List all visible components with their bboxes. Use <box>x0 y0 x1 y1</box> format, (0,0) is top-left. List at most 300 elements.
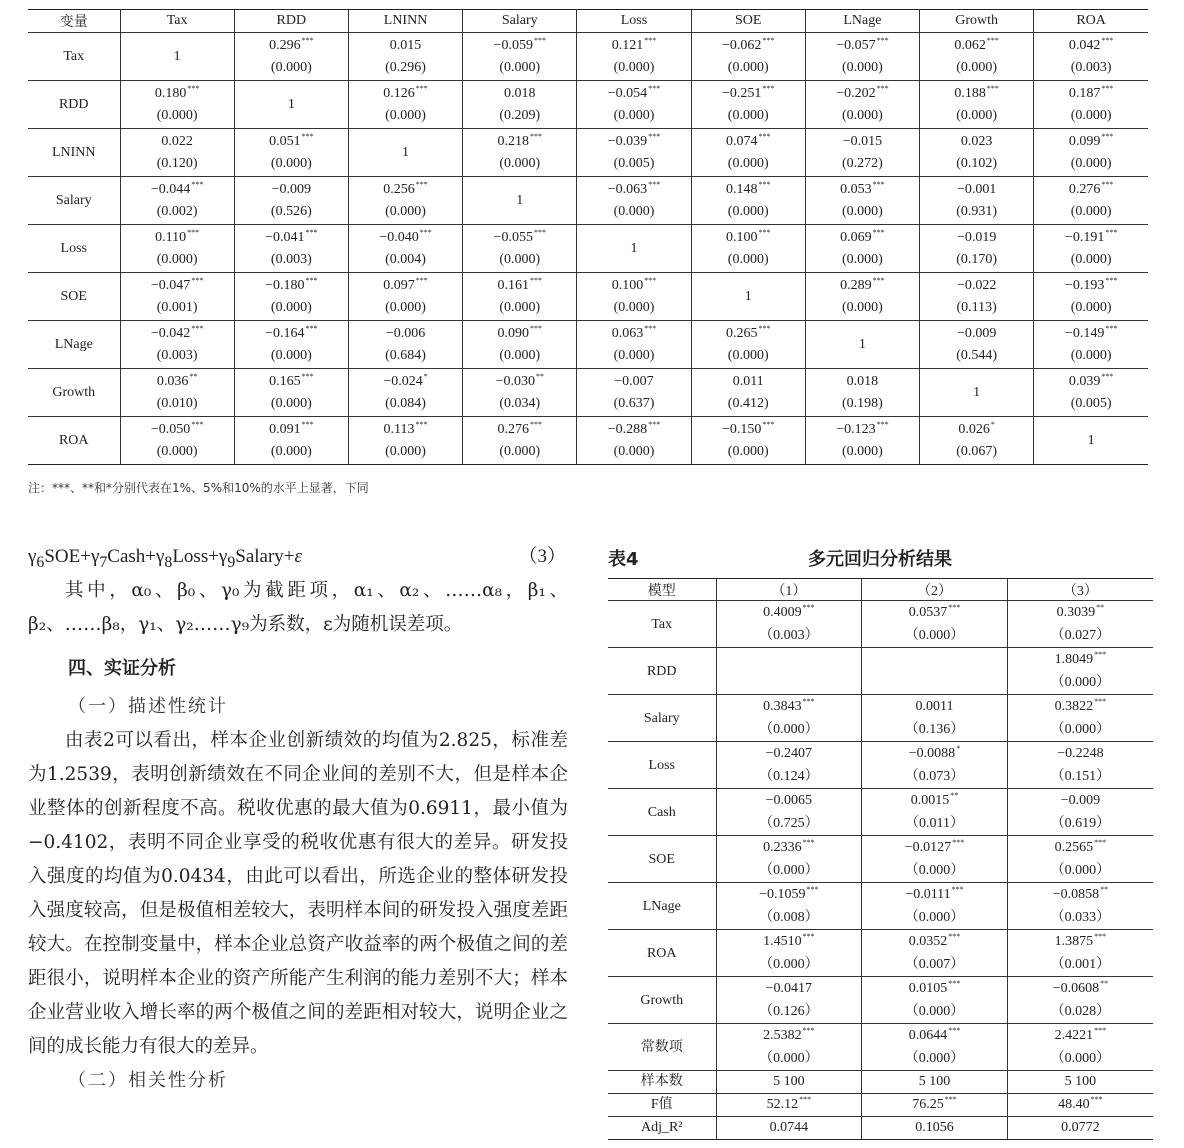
coef-line <box>862 789 1007 812</box>
coef-line <box>235 94 348 116</box>
coef-value: 0.100 <box>725 229 758 245</box>
significance-stars: *** <box>802 932 815 941</box>
coef-line <box>349 323 462 345</box>
table-cell <box>1007 648 1153 695</box>
significance-stars: *** <box>301 131 314 141</box>
table-cell <box>805 129 919 177</box>
coef-line <box>577 419 690 441</box>
p-value: (0.000) <box>270 299 312 315</box>
table-cell <box>862 742 1008 789</box>
coef-value: −0.2248 <box>1057 746 1104 761</box>
coef-value: 0.097 <box>383 277 415 293</box>
row-label: SOE <box>608 836 716 883</box>
table-cell <box>1034 129 1148 177</box>
table-cell <box>1007 836 1153 883</box>
p-value: (0.120) <box>156 155 198 171</box>
p-value: (0.544) <box>956 347 998 363</box>
table-cell <box>348 417 462 465</box>
significance-stars: *** <box>948 1026 961 1035</box>
coef-line <box>692 179 805 201</box>
coef-value: 1.4510 <box>763 934 802 949</box>
table-cell <box>920 33 1034 81</box>
coef-line <box>692 83 805 105</box>
table-cell <box>920 321 1034 369</box>
p-value: (0.412) <box>727 395 769 411</box>
significance-stars: *** <box>301 371 314 381</box>
coef-value: −0.202 <box>836 85 876 101</box>
p-value: (0.000) <box>270 59 312 75</box>
coef-line <box>121 83 234 105</box>
coef-value: 0.042 <box>1068 37 1101 53</box>
coef-value: 0.100 <box>611 277 644 293</box>
table-cell <box>691 33 805 81</box>
coef-value: 0.039 <box>1068 373 1101 389</box>
table-cell <box>862 883 1008 930</box>
table-cell <box>120 273 234 321</box>
summary-row <box>608 1071 1153 1094</box>
p-value: (0.005) <box>613 155 655 171</box>
significance-stars: *** <box>948 979 961 988</box>
p-value: (0.000) <box>156 443 198 459</box>
significance-stars: *** <box>1094 932 1107 941</box>
table-cell <box>1034 225 1148 273</box>
table-cell <box>862 695 1008 742</box>
significance-stars: *** <box>415 275 428 285</box>
p-value: （0.000） <box>904 628 965 643</box>
column-header: LNage <box>805 10 919 33</box>
section-heading: 四、实证分析 <box>68 658 176 679</box>
coef-line <box>717 789 862 812</box>
row-label: RDD <box>608 648 716 695</box>
p-value: （0.000） <box>1050 863 1111 878</box>
coef-line <box>920 382 1033 404</box>
stat-value: 48.40 <box>1058 1097 1090 1112</box>
coef-line <box>717 930 862 953</box>
eq-gamma7: γ <box>90 546 100 567</box>
coef-line <box>1034 131 1148 153</box>
table-cell <box>716 1071 862 1094</box>
table-cell <box>691 225 805 273</box>
significance-stars: * <box>956 744 961 753</box>
table-cell <box>920 81 1034 129</box>
coef-value: 0.256 <box>383 181 415 197</box>
coef-value: 0.074 <box>725 133 758 149</box>
table-row <box>28 321 1148 369</box>
row-label: Tax <box>28 33 120 81</box>
coef-line <box>121 227 234 249</box>
coef-value: 0.018 <box>504 85 536 101</box>
table-cell <box>234 129 348 177</box>
p-value: (0.113) <box>956 299 997 315</box>
coef-value: 0.011 <box>732 373 764 389</box>
coef-value: 0.0537 <box>908 605 948 620</box>
coef-line <box>862 930 1007 953</box>
coef-line <box>920 35 1033 57</box>
coef-line <box>235 35 348 57</box>
table-row <box>608 601 1153 648</box>
p-value: (0.000) <box>842 251 883 267</box>
significance-stars: *** <box>952 838 965 847</box>
table-cell <box>805 81 919 129</box>
significance-stars: *** <box>305 275 318 285</box>
table-cell <box>348 177 462 225</box>
coef-value: 0.265 <box>725 325 758 341</box>
coef-line <box>1008 648 1153 671</box>
p-value: (0.000) <box>270 443 312 459</box>
column-header: Growth <box>920 10 1034 33</box>
coef-value: −0.059 <box>493 37 533 53</box>
table-cell <box>716 930 862 977</box>
table-row <box>608 836 1153 883</box>
row-label: Cash <box>608 789 716 836</box>
coef-line <box>692 131 805 153</box>
coef-value: 1 <box>173 48 181 64</box>
coef-line <box>121 419 234 441</box>
table-row <box>608 883 1153 930</box>
table-cell <box>691 177 805 225</box>
p-value: (0.000) <box>385 203 426 219</box>
significance-stars: *** <box>802 697 815 706</box>
p-value: （0.000） <box>1050 1051 1111 1066</box>
table-note: 注：***、**和*分别代表在1%、5%和10%的水平上显著，下同 <box>28 481 369 495</box>
table-cell <box>716 601 862 648</box>
coef-line <box>235 275 348 297</box>
significance-stars: *** <box>648 419 661 429</box>
significance-stars: *** <box>986 83 999 93</box>
coef-value: 0.0011 <box>915 699 954 714</box>
row-label: SOE <box>28 273 120 321</box>
coef-line <box>463 323 576 345</box>
column-header: （1） <box>716 579 862 601</box>
p-value: （0.136） <box>904 722 965 737</box>
row-label: Loss <box>28 225 120 273</box>
significance-stars: *** <box>648 131 661 141</box>
coef-value: 0.062 <box>954 37 986 53</box>
p-value: （0.011） <box>904 816 964 831</box>
table-cell <box>716 836 862 883</box>
p-value: (0.000) <box>613 203 655 219</box>
p-value: (0.000) <box>270 347 312 363</box>
significance-stars: *** <box>1101 83 1114 93</box>
significance-stars: ** <box>950 791 959 800</box>
coef-value: −0.054 <box>607 85 648 101</box>
coef-line <box>806 83 919 105</box>
p-value: (0.000) <box>385 299 426 315</box>
table-cell <box>805 321 919 369</box>
table-cell <box>716 1117 862 1140</box>
table-row <box>28 177 1148 225</box>
coef-value: 0.036 <box>156 373 189 389</box>
coef-value: −0.0858 <box>1052 887 1100 902</box>
coef-line <box>1034 35 1148 57</box>
significance-stars: *** <box>530 419 543 429</box>
p-value: (0.000) <box>499 443 541 459</box>
table-cell <box>691 321 805 369</box>
p-value: (0.000) <box>613 107 655 123</box>
coef-value: 0.053 <box>840 181 872 197</box>
coef-value: 1 <box>744 288 752 304</box>
correlation-header-row <box>28 10 1148 33</box>
table-cell <box>920 417 1034 465</box>
coef-value: −0.0111 <box>905 887 951 902</box>
coef-line <box>717 836 862 859</box>
coef-line <box>1034 430 1148 452</box>
table-cell <box>577 273 691 321</box>
coef-line <box>806 131 919 153</box>
coef-line <box>920 131 1033 153</box>
coef-value: 0.276 <box>1068 181 1101 197</box>
p-value: （0.000） <box>1050 675 1111 690</box>
column-header: （2） <box>862 579 1008 601</box>
table-cell <box>716 789 862 836</box>
coef-line <box>577 238 690 260</box>
coef-value: −0.024 <box>383 373 423 389</box>
significance-stars: *** <box>802 1026 815 1035</box>
significance-stars: *** <box>876 83 889 93</box>
coef-value: 0.180 <box>154 85 187 101</box>
table-cell <box>716 1094 862 1117</box>
significance-stars: *** <box>187 227 200 237</box>
coef-value: −0.150 <box>722 421 762 437</box>
significance-stars: *** <box>301 35 314 45</box>
table-cell <box>463 369 577 417</box>
stat-value: 0.0772 <box>1061 1120 1100 1135</box>
column-header: Salary <box>463 10 577 33</box>
coef-value: 0.3822 <box>1054 699 1094 714</box>
coef-value: −0.009 <box>271 181 312 197</box>
table-cell <box>1007 789 1153 836</box>
coef-line <box>463 83 576 105</box>
row-label: Salary <box>608 695 716 742</box>
coef-value: −0.030 <box>495 373 535 389</box>
significance-stars: *** <box>419 227 432 237</box>
coef-line <box>692 323 805 345</box>
table-row <box>28 273 1148 321</box>
significance-stars: *** <box>191 419 204 429</box>
coef-value: −0.2407 <box>765 746 813 761</box>
coef-line <box>1034 323 1148 345</box>
p-value: (0.000) <box>270 155 312 171</box>
row-label: LNage <box>28 321 120 369</box>
coef-line <box>717 742 862 765</box>
coef-value: −0.180 <box>265 277 305 293</box>
table-cell <box>234 273 348 321</box>
coef-line <box>1034 179 1148 201</box>
coef-line <box>1008 695 1153 718</box>
column-header: Loss <box>577 10 691 33</box>
table-cell <box>120 81 234 129</box>
coef-line <box>1034 227 1148 249</box>
table-row <box>608 977 1153 1024</box>
p-value: (0.209) <box>499 107 541 123</box>
p-value: (0.000) <box>499 299 541 315</box>
coef-value: 0.0105 <box>908 981 948 996</box>
row-label: ROA <box>608 930 716 977</box>
significance-stars: *** <box>305 227 318 237</box>
coef-line <box>121 275 234 297</box>
coef-line <box>1008 977 1153 1000</box>
stat-value: 5 100 <box>773 1074 805 1089</box>
table-cell <box>463 417 577 465</box>
p-value: (0.000) <box>499 251 541 267</box>
p-value: (0.003) <box>156 347 198 363</box>
table-cell <box>120 129 234 177</box>
stat-value: 5 100 <box>1064 1074 1097 1089</box>
significance-stars: *** <box>1090 1095 1103 1104</box>
p-value: (0.000) <box>156 107 198 123</box>
eq-sub6: 6 <box>36 553 45 571</box>
coef-value: 1 <box>287 96 295 112</box>
coef-value: 0.3039 <box>1056 605 1096 620</box>
p-value: (0.000) <box>613 59 655 75</box>
significance-stars: *** <box>948 603 961 612</box>
table-cell <box>691 417 805 465</box>
coef-value: −0.062 <box>722 37 762 53</box>
table-label: 表4 <box>608 549 639 570</box>
coef-value: 0.0015 <box>910 793 950 808</box>
p-value: (0.000) <box>385 443 426 459</box>
significance-stars: *** <box>944 1095 957 1104</box>
coef-value: 0.289 <box>840 277 872 293</box>
significance-stars: *** <box>1101 179 1114 189</box>
significance-stars: *** <box>876 35 889 45</box>
coef-line <box>463 419 576 441</box>
table-row <box>608 695 1153 742</box>
row-label: LNINN <box>28 129 120 177</box>
p-value: (0.067) <box>956 443 998 459</box>
coef-value: −0.006 <box>385 325 426 341</box>
table-row <box>28 81 1148 129</box>
coef-line <box>862 742 1007 765</box>
table-cell <box>234 81 348 129</box>
significance-stars: *** <box>415 179 428 189</box>
coef-line <box>1008 836 1153 859</box>
equation-number: （3） <box>518 546 566 567</box>
significance-stars: *** <box>758 179 771 189</box>
table-cell <box>1034 81 1148 129</box>
p-value: (0.000) <box>613 347 655 363</box>
coef-value: 0.276 <box>497 421 530 437</box>
table-cell <box>348 225 462 273</box>
p-value: (0.010) <box>156 395 198 411</box>
p-value: (0.000) <box>156 251 198 267</box>
table-cell <box>1007 883 1153 930</box>
table-cell <box>120 225 234 273</box>
coef-value: 0.063 <box>611 325 644 341</box>
table-cell <box>1034 273 1148 321</box>
coef-line <box>806 371 919 393</box>
coef-line <box>862 883 1007 906</box>
p-value: (0.000) <box>727 59 769 75</box>
p-value: (0.931) <box>956 203 998 219</box>
coef-value: −0.063 <box>607 181 648 197</box>
significance-stars: *** <box>758 227 771 237</box>
table-cell <box>577 81 691 129</box>
table-cell <box>463 273 577 321</box>
table-cell <box>691 273 805 321</box>
regression-table <box>608 578 1153 1140</box>
column-header: 变量 <box>28 10 120 33</box>
coef-value: −0.149 <box>1064 325 1105 341</box>
significance-stars: *** <box>1105 227 1118 237</box>
significance-stars: *** <box>191 179 204 189</box>
significance-stars: *** <box>533 35 546 45</box>
coef-line <box>235 323 348 345</box>
coef-line <box>862 1024 1007 1047</box>
coef-value: −0.0088 <box>908 746 956 761</box>
significance-stars: *** <box>644 275 657 285</box>
significance-stars: *** <box>305 323 318 333</box>
coef-value: 1.8049 <box>1054 652 1094 667</box>
coef-value: 0.4009 <box>763 605 802 620</box>
eq-sub9: 9 <box>227 553 236 571</box>
coef-line <box>349 83 462 105</box>
coef-line <box>717 977 862 1000</box>
significance-stars: ** <box>535 371 544 381</box>
table-cell <box>577 321 691 369</box>
p-value: (0.198) <box>842 395 883 411</box>
coef-value: 2.4221 <box>1054 1028 1094 1043</box>
table-cell <box>862 789 1008 836</box>
coef-line <box>349 179 462 201</box>
significance-stars: *** <box>872 227 885 237</box>
coef-value: 2.5382 <box>763 1028 802 1043</box>
table-cell <box>1007 601 1153 648</box>
table-cell <box>577 129 691 177</box>
coef-value: −0.040 <box>379 229 419 245</box>
significance-stars: *** <box>872 275 885 285</box>
p-value: （0.033） <box>1050 910 1111 925</box>
p-value: （0.007） <box>904 957 965 972</box>
coef-line <box>235 131 348 153</box>
table-cell <box>1007 930 1153 977</box>
coef-line <box>1034 275 1148 297</box>
table-cell <box>577 369 691 417</box>
p-value: (0.000) <box>727 203 769 219</box>
significance-stars: ** <box>1100 979 1109 988</box>
coef-line <box>577 179 690 201</box>
p-value: （0.619） <box>1050 816 1111 831</box>
significance-stars: * <box>990 419 995 429</box>
coef-value: 1 <box>1087 432 1095 448</box>
coef-value: 0.069 <box>840 229 872 245</box>
p-value: （0.000） <box>904 863 965 878</box>
coef-value: −0.047 <box>150 277 191 293</box>
coef-line <box>1008 883 1153 906</box>
significance-stars: * <box>423 371 428 381</box>
coef-value: −0.019 <box>956 229 997 245</box>
p-value: (0.004) <box>385 251 426 267</box>
table-cell <box>920 369 1034 417</box>
p-value: （0.000） <box>759 1051 819 1066</box>
p-value: (0.000) <box>1070 155 1112 171</box>
table-cell <box>805 33 919 81</box>
p-value: (0.084) <box>385 395 426 411</box>
coef-line <box>349 35 462 57</box>
p-value: （0.027） <box>1050 628 1111 643</box>
p-value: (0.000) <box>499 59 541 75</box>
table-cell <box>577 33 691 81</box>
table-cell <box>1007 1094 1153 1117</box>
coef-value: 0.148 <box>725 181 758 197</box>
stat-value: 52.12 <box>766 1097 799 1112</box>
p-value: （0.126） <box>759 1004 819 1019</box>
table-cell <box>1007 1071 1153 1094</box>
table-cell <box>120 417 234 465</box>
p-value: （0.000） <box>759 957 819 972</box>
table-row <box>28 369 1148 417</box>
p-value: (0.296) <box>385 59 426 75</box>
